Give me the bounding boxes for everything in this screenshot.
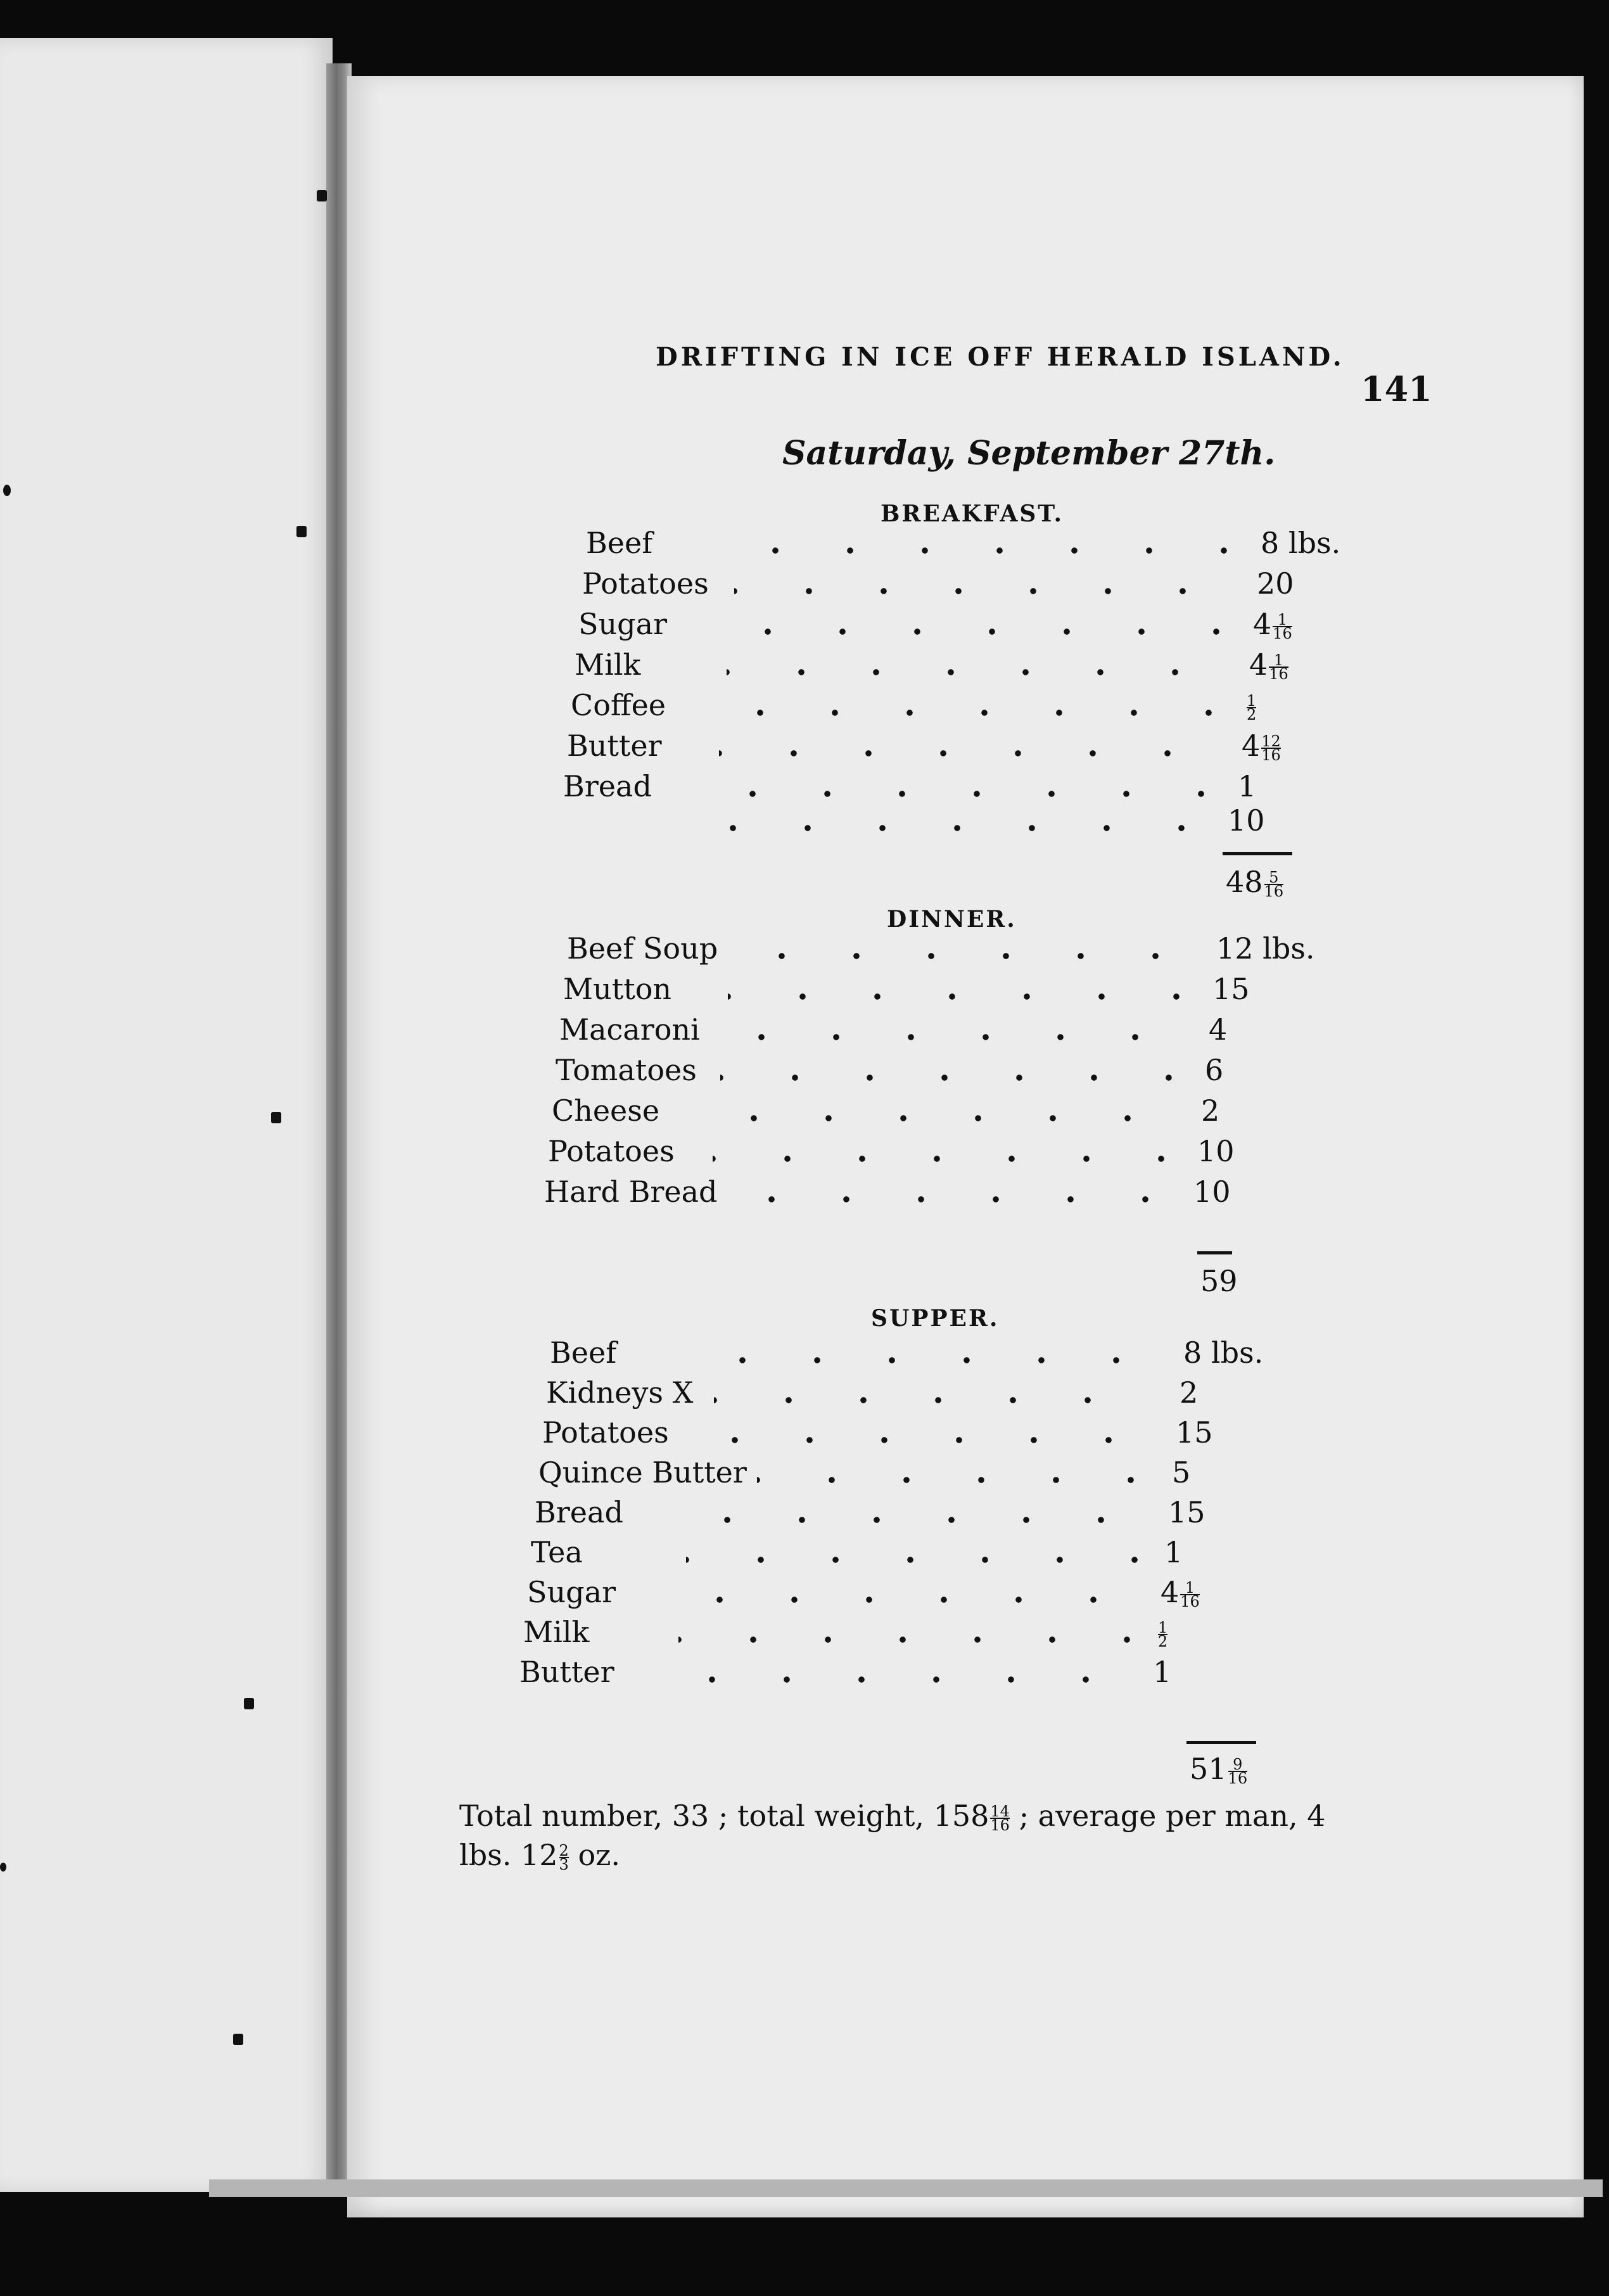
summary-line: [459, 1796, 1371, 1875]
dot-leader: [719, 750, 1216, 756]
amount-value: 12: [1216, 931, 1254, 966]
amount-value: 5: [1172, 1455, 1191, 1489]
dot-leader: [720, 1075, 1180, 1081]
fraction-numerator: 1: [1277, 611, 1288, 628]
dot-leader: [716, 1115, 1176, 1121]
fraction-denominator: 16: [1261, 746, 1281, 764]
fraction-numerator: 2: [559, 1842, 569, 1859]
item-amount: [1183, 1336, 1263, 1370]
fraction-numerator: 14: [990, 1802, 1010, 1820]
total-rule: [1186, 1741, 1256, 1744]
dot-leader: [696, 825, 1209, 831]
item-name: Macaroni: [559, 1012, 700, 1047]
dot-leader: [682, 1597, 1135, 1603]
item-name: Tea: [531, 1535, 583, 1569]
item-amount: [1161, 1575, 1200, 1609]
left-page: [0, 38, 333, 2192]
amount-value: 6: [1205, 1053, 1224, 1087]
item-name: Quince Butter: [538, 1455, 747, 1489]
amount-value: 15: [1168, 1495, 1205, 1529]
item-name: Butter: [567, 729, 662, 763]
fraction: [1261, 732, 1281, 764]
item-name: Sugar: [527, 1575, 616, 1609]
left-page-fragment: [0, 1863, 6, 1872]
fraction: [1180, 1581, 1200, 1608]
item-name: Hard Bread: [544, 1175, 718, 1209]
amount-value: 4: [1161, 1575, 1180, 1609]
item-amount: [1157, 1615, 1167, 1649]
fraction: [1273, 613, 1292, 640]
amount-value: 15: [1176, 1415, 1213, 1450]
total-value: 51: [1190, 1752, 1227, 1786]
fraction-denominator: 3: [559, 1856, 569, 1873]
page-bottom-edge: [209, 2179, 1603, 2197]
dot-leader: [738, 547, 1235, 554]
item-amount: [1253, 607, 1292, 641]
meal-item-row: [563, 769, 1323, 807]
item-amount: [1261, 526, 1340, 560]
item-amount: [1168, 1495, 1205, 1529]
item-amount: [1176, 1415, 1213, 1450]
weight-fraction: [990, 1802, 1010, 1834]
running-head: DRIFTING IN ICE OFF HERALD ISLAND.: [656, 342, 1345, 372]
amount-value: 4: [1249, 647, 1268, 682]
meal-heading: DINNER.: [887, 906, 1017, 933]
amount-value: 15: [1212, 972, 1250, 1006]
dot-leader: [713, 1156, 1172, 1162]
meal-item-row: [531, 1535, 1291, 1573]
fraction: [1264, 871, 1284, 898]
summary-text-part: ; average per man, 4 lbs. 12: [459, 1799, 1326, 1872]
dot-leader: [697, 1437, 1150, 1443]
amount-value: 1: [1164, 1535, 1183, 1569]
dot-leader: [728, 993, 1187, 1000]
item-name: Butter: [519, 1655, 614, 1689]
meal-item-row: [552, 1094, 1312, 1132]
dot-leader: [727, 669, 1224, 675]
fraction-numerator: 12: [1261, 732, 1281, 750]
item-name: Potatoes: [542, 1415, 669, 1450]
meal-item-row: [542, 1415, 1302, 1453]
binding-thread-mark: [296, 526, 307, 537]
day-title: Saturday, September 27th.: [782, 434, 1276, 473]
meal-item-row: [586, 526, 1346, 564]
dot-leader: [705, 1357, 1158, 1363]
item-amount: [1180, 1375, 1198, 1410]
item-amount: [1205, 1053, 1223, 1087]
amount-value: 4: [1253, 607, 1272, 641]
item-amount: [1209, 1012, 1227, 1047]
dot-leader: [734, 588, 1231, 594]
dot-leader: [734, 1196, 1168, 1202]
meal-item-row: [578, 607, 1339, 645]
meal-total: [1200, 1264, 1238, 1298]
meal-item-row: [550, 1336, 1310, 1374]
meal-item-row: [575, 647, 1335, 686]
fraction-numerator: 1: [1185, 1579, 1195, 1597]
item-amount: [1172, 1455, 1190, 1489]
left-page-fragment: [3, 485, 11, 496]
dot-leader: [678, 1636, 1131, 1643]
item-name: Cheese: [552, 1094, 660, 1128]
summary-text-part: oz.: [568, 1838, 621, 1872]
item-amount: [1242, 729, 1281, 763]
fraction-denominator: 16: [1269, 665, 1288, 683]
meal-item-row: [519, 1655, 1280, 1693]
item-name: Kidneys X: [546, 1375, 694, 1410]
item-name: Potatoes: [548, 1134, 675, 1168]
item-amount: [1249, 647, 1288, 682]
meal-item-row: [563, 972, 1323, 1010]
fraction-numerator: 1: [1273, 651, 1284, 669]
meal-item-row: [571, 688, 1331, 726]
summary-text-part: Total number, 33 ; total weight, 158: [459, 1799, 989, 1833]
fraction: [1247, 692, 1257, 724]
amount-unit: lbs.: [1253, 931, 1315, 966]
amount-value: 1: [1153, 1655, 1172, 1689]
item-name: Beef: [550, 1336, 617, 1370]
fraction-denominator: 16: [1228, 1770, 1248, 1787]
page-number: 141: [1361, 369, 1432, 409]
dot-leader: [675, 1676, 1128, 1683]
dot-leader: [757, 1477, 1147, 1483]
fraction-denominator: 2: [1247, 706, 1257, 724]
meal-item-row: [548, 1134, 1308, 1172]
amount-value: 20: [1257, 566, 1294, 601]
binding-thread-mark: [244, 1698, 254, 1709]
item-name: Sugar: [578, 607, 667, 641]
item-amount: [1197, 1134, 1235, 1168]
amount-unit: lbs.: [1202, 1336, 1264, 1370]
item-name: Mutton: [563, 972, 672, 1006]
item-amount: [1153, 1655, 1171, 1689]
fraction-numerator: 9: [1233, 1756, 1243, 1773]
amount-value: 1: [1238, 769, 1257, 803]
fraction: [1269, 651, 1288, 683]
dot-leader: [690, 1517, 1143, 1523]
item-name: Bread: [535, 1495, 623, 1529]
meal-total: [1226, 865, 1283, 899]
total-value: 48: [1226, 865, 1263, 899]
extra-amount: 10: [1228, 803, 1265, 838]
meal-item-row: [567, 729, 1327, 767]
item-amount: [1216, 931, 1315, 966]
item-amount: [1238, 769, 1256, 803]
item-name: Coffee: [571, 688, 666, 722]
amount-value: 8: [1183, 1336, 1202, 1370]
dot-leader: [730, 628, 1228, 635]
meal-item-row: [527, 1575, 1287, 1613]
meal-total: [1190, 1752, 1247, 1786]
item-amount: [1193, 1175, 1231, 1209]
item-name: Potatoes: [582, 566, 709, 601]
binding-thread-mark: [233, 2034, 243, 2045]
dot-leader: [715, 791, 1212, 797]
fraction-numerator: 1: [1247, 692, 1257, 710]
meal-item-row: [535, 1495, 1295, 1533]
item-name: Milk: [523, 1615, 590, 1649]
item-name: Beef: [586, 526, 653, 560]
oz-fraction: [559, 1844, 569, 1871]
amount-unit: lbs.: [1279, 526, 1341, 560]
fraction-denominator: 16: [990, 1816, 1010, 1834]
amount-value: 10: [1197, 1134, 1235, 1168]
item-amount: [1245, 688, 1256, 722]
item-amount: [1201, 1094, 1219, 1128]
dot-leader: [723, 710, 1220, 716]
meal-item-row: [556, 1053, 1316, 1091]
dot-leader: [724, 1034, 1183, 1040]
fraction-numerator: 1: [1158, 1619, 1168, 1636]
dot-leader: [714, 1397, 1154, 1403]
item-amount: [1164, 1535, 1183, 1569]
total-rule: [1197, 1251, 1232, 1254]
meal-item-row: [544, 1175, 1304, 1213]
item-name: Milk: [575, 647, 641, 682]
amount-value: 2: [1180, 1375, 1199, 1410]
amount-value: 10: [1193, 1175, 1231, 1209]
fraction: [1158, 1621, 1167, 1648]
binding-thread-mark: [317, 190, 327, 201]
item-name: Bread: [563, 769, 652, 803]
fraction-numerator: 5: [1269, 869, 1279, 886]
meal-item-row: [582, 566, 1342, 604]
item-amount: [1212, 972, 1250, 1006]
fraction-denominator: 16: [1180, 1593, 1200, 1610]
dot-leader: [686, 1557, 1139, 1563]
meal-item-row: [559, 1012, 1320, 1050]
fraction: [1228, 1758, 1248, 1785]
amount-value: 4: [1242, 729, 1261, 763]
item-name: Beef Soup: [567, 931, 718, 966]
amount-value: 2: [1201, 1094, 1220, 1128]
fraction-denominator: 16: [1273, 625, 1292, 642]
meal-item-row: [546, 1375, 1306, 1413]
amount-value: 4: [1209, 1012, 1228, 1047]
meal-item-row: [567, 931, 1327, 969]
fraction-denominator: 16: [1264, 883, 1284, 900]
meal-heading: SUPPER.: [871, 1305, 1000, 1332]
item-name: Tomatoes: [556, 1053, 697, 1087]
dot-leader: [744, 953, 1191, 959]
amount-value: 8: [1261, 526, 1280, 560]
item-amount: [1257, 566, 1294, 601]
fraction-denominator: 2: [1158, 1633, 1168, 1650]
binding-thread-mark: [271, 1112, 281, 1123]
meal-item-row: [538, 1455, 1299, 1493]
total-rule: [1223, 852, 1292, 855]
meal-item-row: [523, 1615, 1283, 1653]
total-value: 59: [1200, 1264, 1238, 1298]
meal-heading: BREAKFAST.: [881, 501, 1064, 527]
